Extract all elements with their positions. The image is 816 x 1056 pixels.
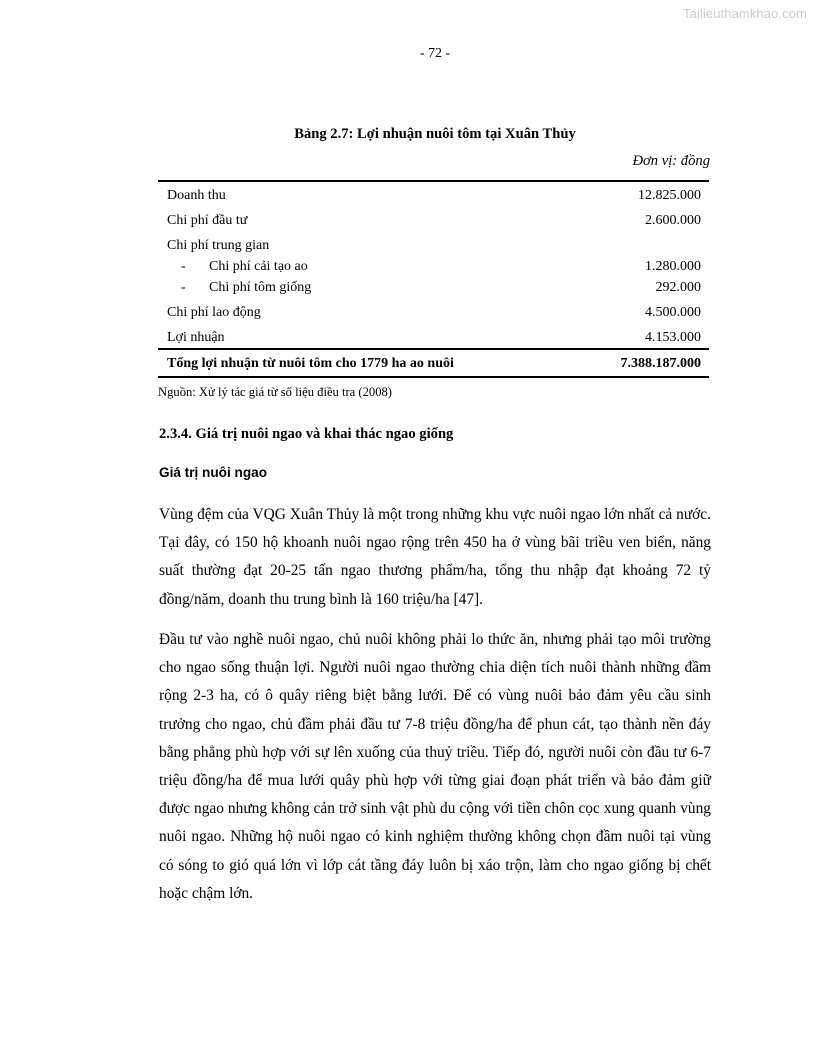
- row-label: Doanh thu: [158, 181, 575, 206]
- total-label: Tổng lợi nhuận từ nuôi tôm cho 1779 ha ao nuôi: [158, 349, 575, 377]
- table-total-row: [158, 349, 709, 377]
- row-value: 12.825.000: [575, 181, 709, 206]
- table-row: [158, 181, 709, 206]
- watermark: Tailieuthamkhao.com: [682, 6, 807, 21]
- row-label: Chi phí đầu tư: [167, 213, 248, 228]
- total-value: 7.388.187.000: [575, 349, 709, 377]
- table-row: [158, 231, 709, 256]
- table-unit-label: Đơn vị: đồng: [632, 153, 710, 169]
- table-row: [158, 323, 709, 349]
- table-row: [158, 206, 709, 231]
- table-row-sub: [158, 277, 709, 298]
- table-row: [158, 298, 709, 323]
- row-value: 4.153.000: [645, 330, 701, 345]
- row-value: 292.000: [655, 280, 701, 295]
- table-title: Bảng 2.7: Lợi nhuận nuôi tôm tại Xuân Thủy: [294, 126, 576, 142]
- bullet-dash: -: [181, 280, 186, 295]
- row-label: Chi phí cải tạo ao: [209, 259, 308, 274]
- page-number: - 72 -: [419, 46, 451, 61]
- bullet-dash: -: [181, 259, 186, 274]
- row-label: Chi phí tôm giống: [209, 280, 312, 295]
- row-label: Chi phí lao động: [167, 305, 261, 320]
- row-value: 1.280.000: [645, 259, 701, 274]
- body-paragraph: Vùng đệm của VQG Xuân Thủy là một trong những khu vực nuôi ngao lớn nhất cả nước. Tại đây, có 150 hộ khoanh nuôi ngao rộng trên 450 ha ở vùng bãi triều ven biển, năng suất thường đạt 20-25 tấn ngao thương phẩm/ha, tổng thu nhập đạt khoảng 72 tỷ đồng/năm, doanh thu trung bình là 160 triệu/ha [47].: [159, 506, 711, 608]
- row-value: 2.600.000: [645, 213, 701, 228]
- body-paragraph: Đầu tư vào nghề nuôi ngao, chủ nuôi không phải lo thức ăn, nhưng phải tạo môi trường cho ngao sống thuận lợi. Người nuôi ngao thường chia diện tích nuôi thành những đầm rộng 2-3 ha, có ô quây riêng biệt bằng lưới. Để có vùng nuôi bảo đảm yêu cầu sinh trưởng cho ngao, chủ đầm phải đầu tư 7-8 triệu đồng/ha để phun cát, tạo thành nền đáy bằng phẳng phù hợp với sự lên xuống của thuỷ triều. Tiếp đó, người nuôi còn đầu tư 6-7 triệu đồng/ha để mua lưới quây phù hợp với từng giai đoạn phát triển và bảo đảm giữ được ngao nhưng không cản trở sinh vật phù du cộng với tiền chôn cọc xung quanh vùng nuôi ngao. Những hộ nuôi ngao có kinh nghiệm thường không chọn đầm nuôi tại vùng có sóng to gió quá lớn vì lớp cát tầng đáy luôn bị xáo trộn, làm cho ngao giống bị chết hoặc chậm lớn.: [159, 631, 711, 902]
- table-source-note: Nguồn: Xử lý tác giá từ số liệu điều tra (2008): [158, 385, 392, 399]
- section-heading: 2.3.4. Giá trị nuôi ngao và khai thác ngao giống: [159, 426, 454, 442]
- table-row-sub: [158, 256, 709, 277]
- row-label: Lợi nhuận: [167, 330, 225, 345]
- subsection-heading: Giá trị nuôi ngao: [159, 465, 267, 480]
- row-value: [575, 231, 709, 256]
- row-label: Chi phí trung gian: [167, 238, 270, 253]
- row-value: 4.500.000: [645, 305, 701, 320]
- profit-table: [158, 180, 709, 378]
